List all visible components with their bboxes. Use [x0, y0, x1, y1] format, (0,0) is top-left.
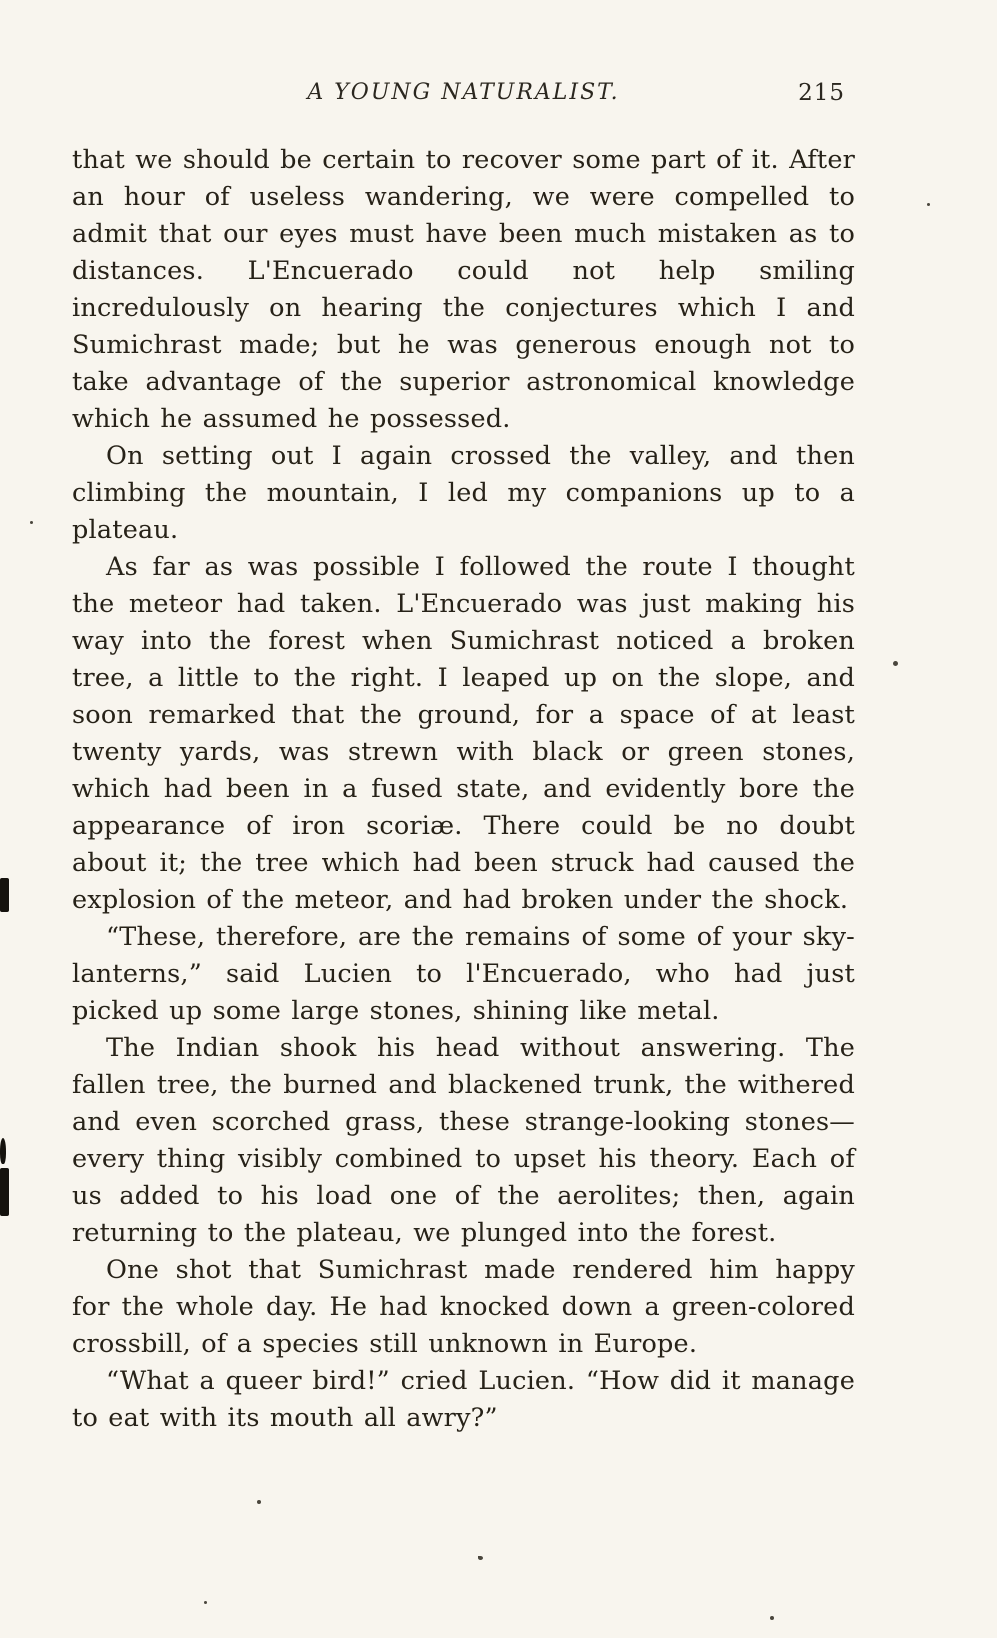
paragraph: One shot that Sumichrast made rendered him happy for the whole day. He had knocked down a green-colored crossbill, of a species still unknown in Europe.	[72, 1255, 855, 1359]
running-title: A YOUNG NATURALIST.	[307, 80, 620, 105]
ink-smudge	[0, 1138, 6, 1164]
scan-speck	[770, 1616, 774, 1620]
paragraph: “These, therefore, are the remains of some of your sky-lanterns,” said Lucien to l'Encuerado, who had just picked up some large stones, shining like metal.	[72, 922, 855, 1026]
ink-smudge	[0, 878, 9, 912]
scan-speck	[478, 1556, 483, 1560]
paragraph: The Indian shook his head without answering. The fallen tree, the burned and blackened trunk, the withered and even scorched grass, these strange-looking stones—every thing visibly combined to upset his theory. Each of us added to his load one of the aerolites; then, again returning to the plateau, we plunged into the forest.	[72, 1033, 855, 1248]
paragraph: “What a queer bird!” cried Lucien. “How did it manage to eat with its mouth all awry?”	[72, 1366, 855, 1433]
scan-speck	[204, 1601, 207, 1604]
scan-speck	[927, 203, 930, 206]
scan-speck	[30, 521, 33, 524]
scan-speck	[893, 661, 898, 666]
page-body	[72, 142, 855, 1437]
paragraph: As far as was possible I followed the route I thought the meteor had taken. L'Encuerado was just making his way into the forest when Sumichrast noticed a broken tree, a little to the right. I leaped up on the slope, and soon remarked that the ground, for a space of at least twenty yards, was strewn with black or green stones, which had been in a fused state, and evidently bore the appearance of iron scoriæ. There could be no doubt about it; the tree which had been struck had caused the explosion of the meteor, and had broken under the shock.	[72, 552, 855, 915]
scan-speck	[257, 1500, 261, 1504]
running-header	[72, 80, 855, 120]
page-number: 215	[798, 80, 845, 106]
paragraph: that we should be certain to recover some part of it. After an hour of useless wandering, we were compelled to admit that our eyes must have been much mistaken as to distances. L'Encuerado could not help smiling incredulously on hearing the conjectures which I and Sumichrast made; but he was generous enough not to take advantage of the superior astronomical knowledge which he assumed he possessed.	[72, 145, 855, 434]
paragraph: On setting out I again crossed the valley, and then climbing the mountain, I led my companions up to a plateau.	[72, 441, 855, 545]
ink-smudge	[0, 1168, 9, 1216]
text-block	[72, 80, 855, 1437]
